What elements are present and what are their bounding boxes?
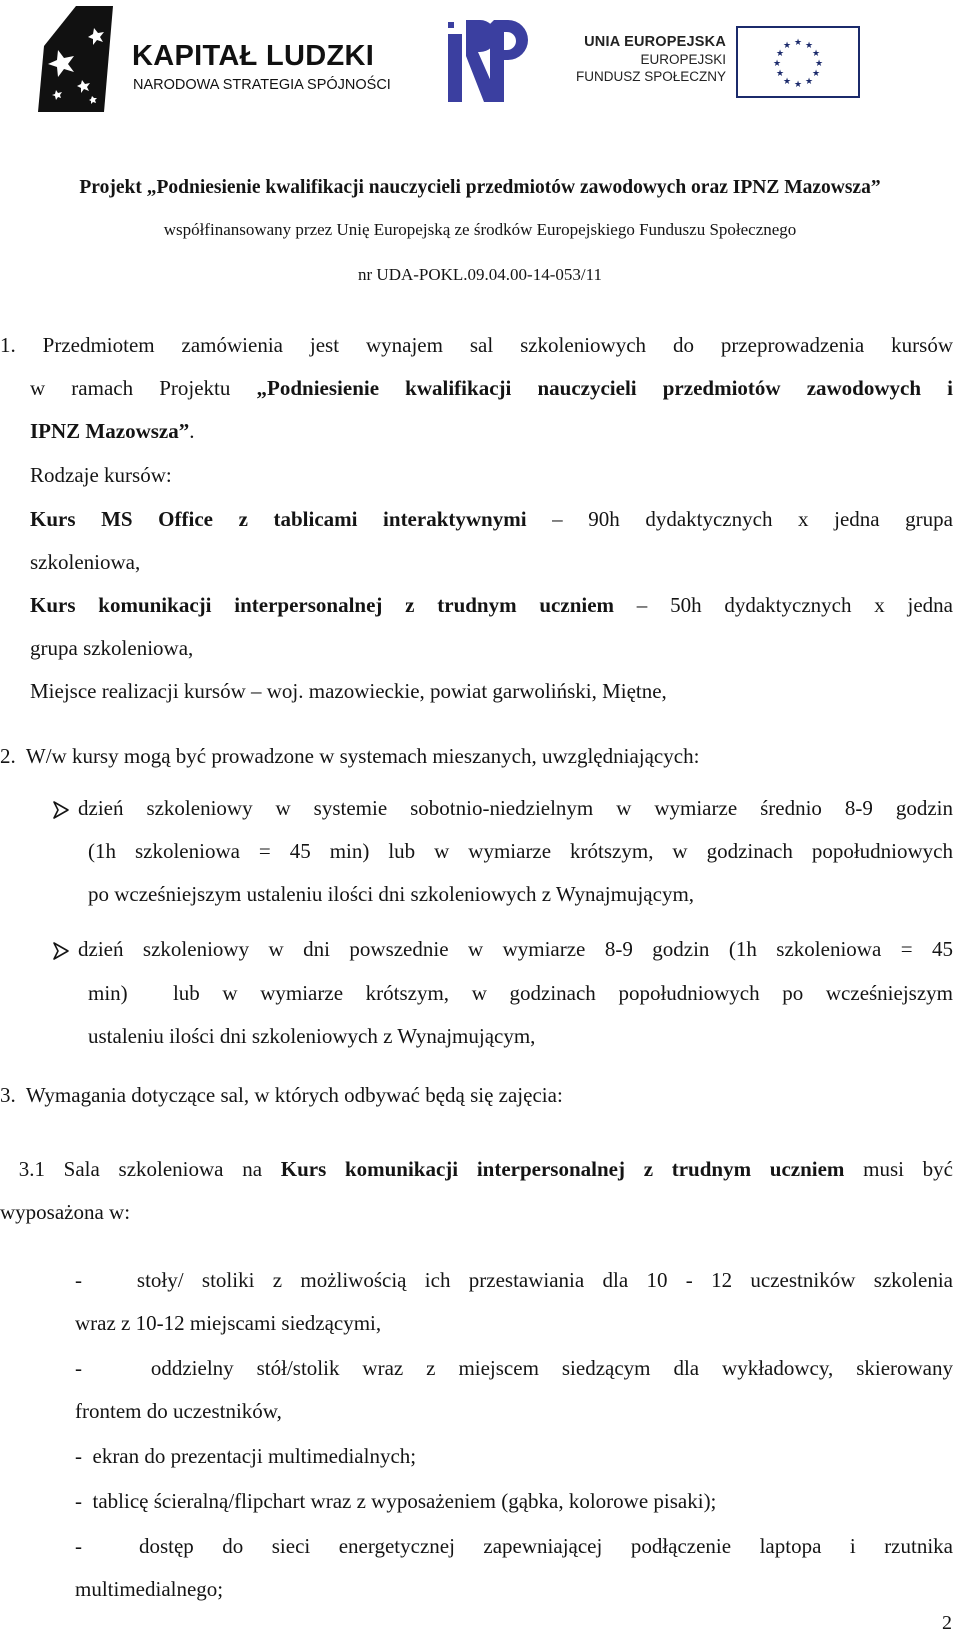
equipment-item-5-line2: multimedialnego; <box>75 1577 224 1601</box>
cofinanced-note: współfinansowany przez Unię Europejską ze środków Europejskiego Funduszu Społecznego <box>163 220 797 239</box>
section3-1-prefix: 3.1 Sala szkoleniowa na <box>0 1157 281 1181</box>
svg-text:★: ★ <box>811 49 821 59</box>
project-title: Projekt „Podniesienie kwalifikacji nauczycieli przedmiotów zawodowych oraz IPNZ Mazowsza” <box>79 177 881 198</box>
rp-emblem-icon <box>448 20 528 102</box>
kapital-ludzki-title: KAPITAŁ LUDZKI <box>132 40 375 72</box>
section1-line3-suffix: . <box>189 419 195 443</box>
section1-line2 <box>30 366 953 410</box>
bullet2-line1: dzień szkoleniowy w dni powszednie w wymiarze 8-9 godzin (1h szkoleniowa = 45 <box>78 937 953 961</box>
ue-line-1: UNIA EUROPEJSKA <box>584 34 726 50</box>
ue-line-2: EUROPEJSKI <box>640 52 726 67</box>
svg-text:★: ★ <box>772 59 782 69</box>
course2-name: Kurs komunikacji interpersonalnej z trudnym uczniem <box>30 593 615 617</box>
bullet2-line2: min) lub w wymiarze krótszym, w godzinach popołudniowych po wcześniejszym <box>88 981 953 1005</box>
section1-line2-prefix: w ramach Projektu <box>30 376 257 400</box>
course2-line <box>30 583 953 627</box>
arrow-bullet-icon <box>52 941 70 961</box>
bullet1-line2: (1h szkoleniowa = 45 min) lub w wymiarze krótszym, w godzinach popołudniowych <box>88 839 953 863</box>
course1-hours: – 90h dydaktycznych x jedna grupa <box>526 507 953 531</box>
kapital-ludzki-subtitle: NARODOWA STRATEGIA SPÓJNOŚCI <box>133 77 391 93</box>
svg-text:★: ★ <box>793 38 803 48</box>
svg-text:★: ★ <box>804 77 814 87</box>
svg-text:★: ★ <box>793 80 803 90</box>
ue-line-3: FUNDUSZ SPOŁECZNY <box>575 69 726 84</box>
equipment-item-4: - tablicę ścieralną/flipchart wraz z wyposażeniem (gąbka, kolorowe pisaki); <box>75 1489 717 1513</box>
svg-text:★: ★ <box>811 69 821 79</box>
kapital-ludzki-logo <box>38 6 391 112</box>
equipment-item-3: - ekran do prezentacji multimedialnych; <box>75 1444 417 1468</box>
svg-text:★: ★ <box>814 59 824 69</box>
svg-text:★: ★ <box>782 41 792 51</box>
course2-hours: – 50h dydaktycznych x jedna <box>614 593 953 617</box>
bullet2-line3: ustaleniu ilości dni szkoleniowych z Wynajmującym, <box>88 1024 536 1048</box>
section1-line3 <box>30 409 953 453</box>
section1-line1: 1. Przedmiotem zamówienia jest wynajem sal szkoleniowych do przeprowadzenia kursów <box>0 333 953 357</box>
project-number: nr UDA-POKL.09.04.00-14-053/11 <box>358 265 602 284</box>
equipment-item-1-line2: wraz z 10-12 miejscami siedzącymi, <box>75 1311 382 1335</box>
svg-text:★: ★ <box>775 69 785 79</box>
equipment-item-5-line1: - dostęp do sieci energetycznej zapewniającej podłączenie laptopa i rzutnika <box>75 1534 953 1558</box>
course2-cont: grupa szkoleniowa, <box>30 636 194 660</box>
bullet1-line1: dzień szkoleniowy w systemie sobotnio-niedzielnym w wymiarze średnio 8-9 godzin <box>78 796 953 820</box>
svg-text:★: ★ <box>775 49 785 59</box>
page-number: 2 <box>942 1612 952 1634</box>
project-title-block <box>0 176 960 286</box>
course-kinds-label: Rodzaje kursów: <box>30 463 172 487</box>
equipment-item-1-line1: - stoły/ stoliki z możliwością ich przestawiania dla 10 - 12 uczestników szkolenia <box>75 1268 953 1292</box>
logo-header <box>0 0 960 118</box>
eu-flag-icon <box>736 26 860 98</box>
section3-heading: 3. Wymagania dotyczące sal, w których odbywać będą się zajęcia: <box>0 1083 563 1107</box>
course-place: Miejsce realizacji kursów – woj. mazowieckie, powiat garwoliński, Miętne, <box>30 679 667 703</box>
svg-text:★: ★ <box>804 41 814 51</box>
project-name-bold-end: IPNZ Mazowsza” <box>30 419 190 443</box>
project-name-bold: „Podniesienie kwalifikacji nauczycieli przedmiotów zawodowych i <box>256 376 953 400</box>
course1-cont: szkoleniowa, <box>30 550 141 574</box>
course1-name: Kurs MS Office z tablicami interaktywnymi <box>30 507 527 531</box>
svg-text:★: ★ <box>782 77 792 87</box>
section3-1-cont: wyposażona w: <box>0 1200 131 1224</box>
section3-1-line <box>0 1147 953 1191</box>
course1-line <box>30 497 953 541</box>
section2-heading: 2. W/w kursy mogą być prowadzone w systemach mieszanych, uwzględniających: <box>0 744 700 768</box>
arrow-bullet-icon <box>52 800 70 820</box>
equipment-item-2-line2: frontem do uczestników, <box>75 1399 282 1423</box>
kapital-ludzki-mark-icon <box>38 6 113 112</box>
section3-1-suffix: musi być <box>844 1157 953 1181</box>
unia-europejska-logo <box>575 26 860 98</box>
section3-1-course-name: Kurs komunikacji interpersonalnej z trudnym uczniem <box>280 1157 845 1181</box>
bullet1-line3: po wcześniejszym ustaleniu ilości dni szkoleniowych z Wynajmującym, <box>88 882 695 906</box>
equipment-item-2-line1: - oddzielny stół/stolik wraz z miejscem siedzącym dla wykładowcy, skierowany <box>75 1356 953 1380</box>
